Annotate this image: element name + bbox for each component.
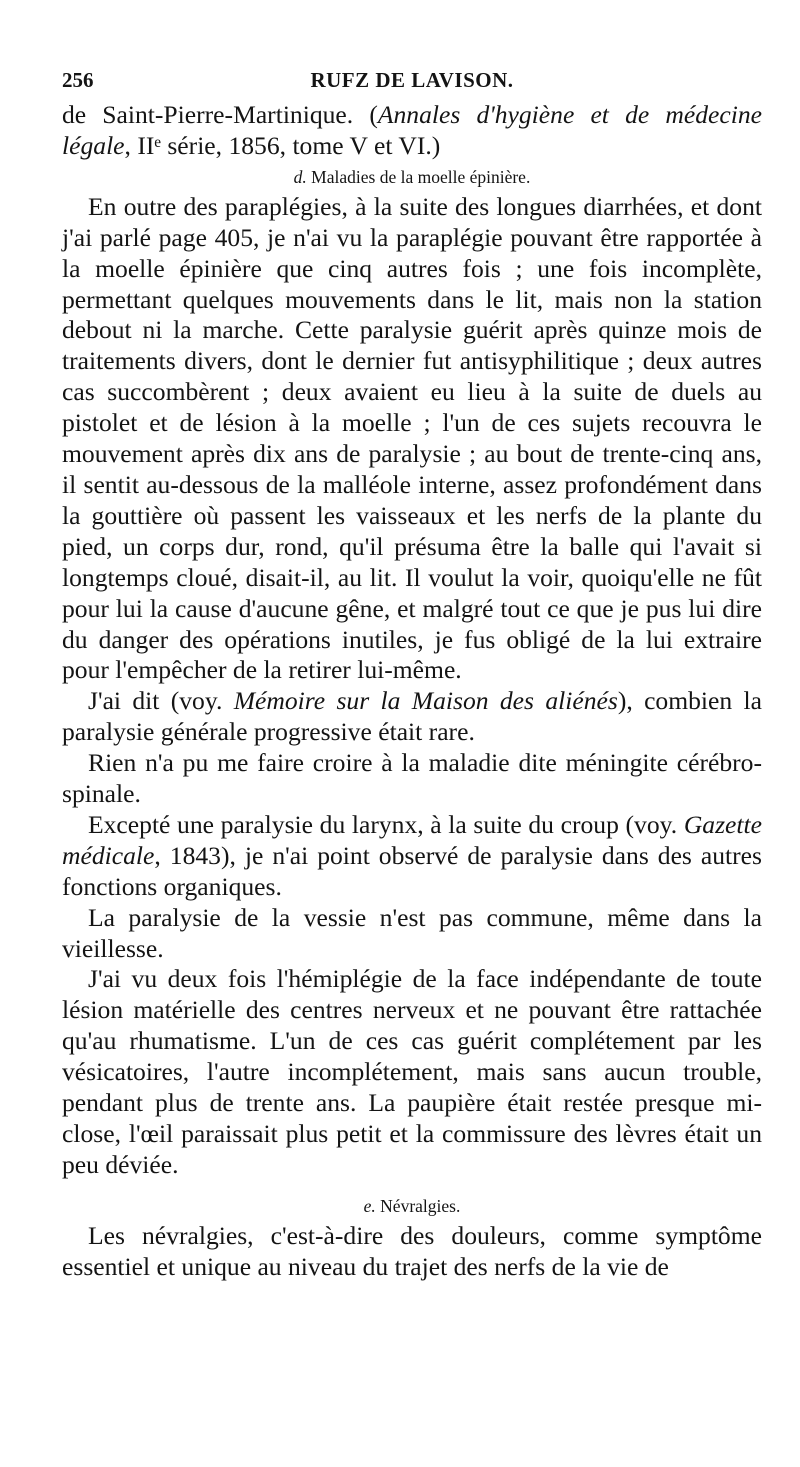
page-header <box>62 68 762 92</box>
text-run: , 1843), je n'ai point observé de paralysie dans des autres fonctions organiques. <box>62 840 762 901</box>
citation-post: , IIᵉ série, 1856, tome V et VI.) <box>124 130 441 160</box>
paragraph <box>62 810 762 903</box>
paragraph: Les névralgies, c'est-à-dire des douleurs, comme symptôme essentiel et unique au niveau du trajet des nerfs de la vie de <box>62 1220 762 1281</box>
paragraph: J'ai vu deux fois l'hémiplégie de la face indépendante de toute lésion matérielle des centres nerveux et ne pouvant être rattachée qu'au rhumatisme. L'un de ces cas guérit complétement par les vésicatoires, l'autre incomplétement, mais sans aucun trouble, pendant plus de trente ans. La paupière était restée presque mi-close, l'œil paraissait plus petit et la commissure des lèvres était un peu déviée. <box>62 964 762 1179</box>
citation-journal: Annales d'hygiène et de médecine légale <box>62 100 762 160</box>
paragraph: En outre des paraplégies, à la suite des longues diarrhées, et dont j'ai parlé page 405, je n'ai vu la paraplégie pouvant être rapportée à la moelle épinière que cinq autres fois ; une fois incomplète, permettant quelques mouvements dans le lit, mais non la station debout ni la marche. Cette paralysie guérit après quinze mois de traitements divers, dont le dernier fut antisyphilitique ; deux autres cas succombèrent ; deux avaient eu lieu à la suite de duels au pistolet et de lésion à la moelle ; l'un de ces sujets recouvra le mouvement après dix ans de paralysie ; au bout de trente-cinq ans, il sentit au-dessous de la malléole interne, assez profondément dans la gouttière où passent les vaisseaux et les nerfs de la plante du pied, un corps dur, rond, qu'il présuma être la balle qui l'avait si longtemps cloué, disait-il, au lit. Il voulut la voir, quoiqu'elle ne fût pour lui la cause d'aucune gêne, et malgré tout ce que je pus lui dire du danger des opérations inutiles, je fus obligé de la lui extraire pour l'empêcher de la retirer lui-même. <box>62 191 762 685</box>
paragraph <box>62 686 762 748</box>
paragraph: Rien n'a pu me faire croire à la maladie dite méningite cérébro-spinale. <box>62 748 762 809</box>
section-letter: e. <box>363 1195 376 1216</box>
spacer <box>62 1181 762 1191</box>
text-run: Excepté une paralysie du larynx, à la suite du croup (voy. <box>88 809 684 839</box>
citation-pre: de Saint-Pierre-Martinique. ( <box>62 100 378 129</box>
italic-title: Mémoire sur la Maison des aliénés <box>233 686 618 716</box>
paragraph: La paralysie de la vessie n'est pas commune, même dans la vieillesse. <box>62 902 762 963</box>
section-heading-d <box>62 162 762 192</box>
section-heading-e <box>62 1191 762 1221</box>
section-letter: d. <box>293 166 307 187</box>
citation-line <box>62 100 762 162</box>
page-body <box>62 100 762 1283</box>
section-title: Névralgies. <box>380 1195 461 1216</box>
section-title: Maladies de la moelle épinière. <box>311 166 531 187</box>
page-number: 256 <box>62 68 94 92</box>
running-head: RUFZ DE LAVISON. <box>310 68 514 92</box>
text-run: ), combien la paralysie générale progressive était rare. <box>62 686 762 747</box>
text-run: J'ai dit (voy. <box>88 686 234 716</box>
italic-title: Gazette médicale <box>62 809 762 870</box>
